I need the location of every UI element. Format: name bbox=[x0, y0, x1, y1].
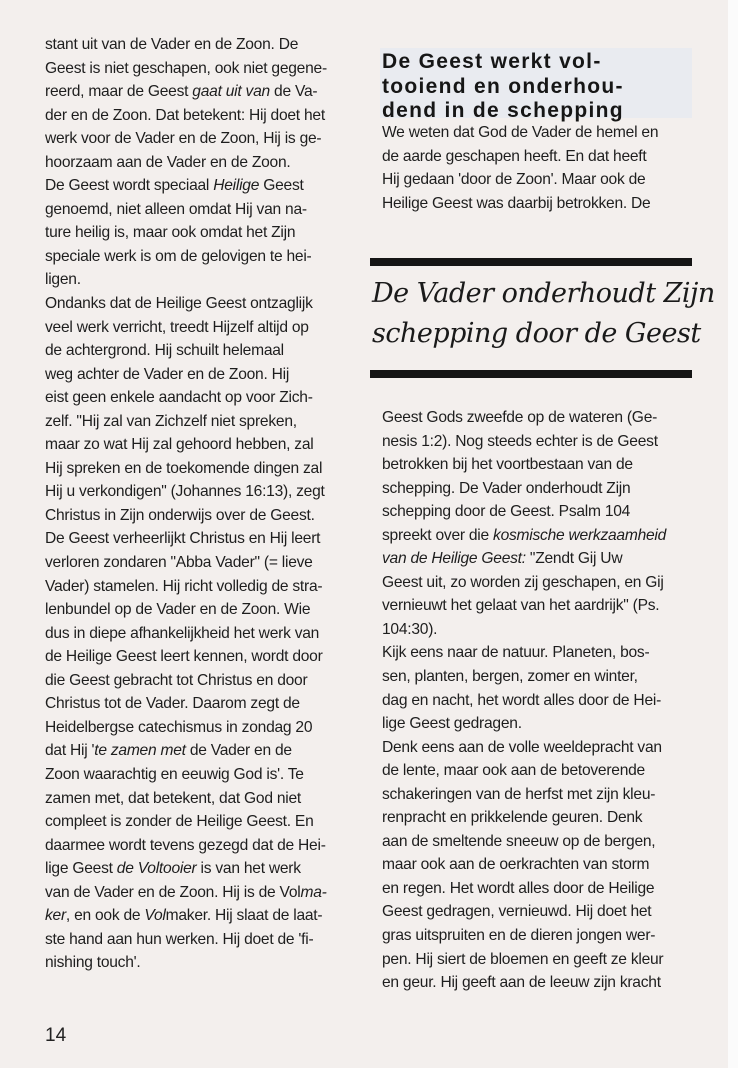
italic-text: van de Heilige Geest: bbox=[382, 550, 526, 568]
text-line: nesis 1:2). Nog steeds echter is de Geest bbox=[382, 432, 658, 450]
italic-text: Vol bbox=[144, 907, 166, 925]
text-line: eist geen enkele aandacht op voor Zich- bbox=[45, 389, 313, 407]
text-line: Geest is niet geschapen, ook niet gegene- bbox=[45, 59, 327, 77]
text-line: de Heilige Geest leert kennen, wordt door bbox=[45, 648, 323, 666]
left-column-text bbox=[45, 33, 327, 975]
italic-text: ker bbox=[45, 907, 66, 925]
text-line: en geur. Hij geeft aan de leeuw zijn kracht bbox=[382, 974, 661, 992]
section-heading bbox=[382, 50, 624, 124]
right-column-intro bbox=[382, 121, 658, 215]
text-segment: lige Geest bbox=[45, 860, 117, 878]
text-line bbox=[382, 524, 666, 548]
text-line: maar ook aan de oerkrachten van storm bbox=[382, 856, 650, 874]
text-line: daarmee wordt tevens gezegd dat de Hei- bbox=[45, 836, 326, 854]
text-segment: De Geest wordt speciaal bbox=[45, 177, 214, 195]
pullquote-bottom-rule bbox=[370, 370, 692, 378]
text-line: aan de smeltende sneeuw op de bergen, bbox=[382, 832, 656, 850]
text-line: Christus tot de Vader. Daarom zegt de bbox=[45, 695, 300, 713]
text-line: die Geest gebracht tot Christus en door bbox=[45, 671, 308, 689]
text-segment: Geest bbox=[259, 177, 304, 195]
text-line: speciale werk is om de gelovigen te hei- bbox=[45, 247, 312, 265]
text-line: genoemd, niet alleen omdat Hij van na- bbox=[45, 200, 307, 218]
page-edge bbox=[728, 0, 738, 1068]
text-line: verloren zondaren "Abba Vader" (= lieve bbox=[45, 554, 313, 572]
text-line: Heilige Geest was daarbij betrokken. De bbox=[382, 194, 651, 212]
text-line: vernieuwt het gelaat van het aardrijk" (Ps. bbox=[382, 597, 660, 615]
text-line: Geest gedragen, vernieuwd. Hij doet het bbox=[382, 903, 652, 921]
text-line: De Geest verheerlijkt Christus en Hij leert bbox=[45, 530, 321, 548]
text-segment: "Zendt Gij Uw bbox=[525, 550, 623, 568]
text-segment: spreekt over die bbox=[382, 526, 494, 544]
text-line: zelf. "Hij zal van Zichzelf niet spreken, bbox=[45, 412, 297, 430]
pullquote-top-rule bbox=[370, 258, 692, 266]
right-column-text bbox=[382, 406, 666, 995]
italic-text: ma- bbox=[300, 883, 327, 901]
text-segment: dat Hij ' bbox=[45, 742, 95, 760]
pullquote-line: schepping door de Geest bbox=[372, 318, 701, 349]
text-line: renpracht en prikkelende geuren. Denk bbox=[382, 809, 643, 827]
text-line bbox=[45, 80, 327, 104]
text-line: zamen met, dat betekent, dat God niet bbox=[45, 789, 302, 807]
text-segment: maker. Hij slaat de laat- bbox=[165, 907, 323, 925]
text-line bbox=[382, 547, 666, 571]
text-segment: de Va- bbox=[269, 83, 318, 101]
text-line bbox=[45, 904, 327, 928]
text-line bbox=[45, 739, 327, 763]
text-line: Heidelbergse catechismus in zondag 20 bbox=[45, 718, 313, 736]
text-line: weg achter de Vader en de Zoon. Hij bbox=[45, 365, 290, 383]
text-line: Geest Gods zweefde op de wateren (Ge- bbox=[382, 409, 658, 426]
italic-text: Heilige bbox=[213, 177, 260, 195]
text-line: ste hand aan hun werken. Hij doet de 'fi- bbox=[45, 930, 314, 948]
text-line: de lente, maar ook aan de betoverende bbox=[382, 762, 645, 780]
heading-line: De Geest werkt vol- bbox=[382, 50, 602, 73]
text-line: schepping door de Geest. Psalm 104 bbox=[382, 503, 631, 521]
text-line: hoorzaam aan de Vader en de Zoon. bbox=[45, 153, 291, 171]
text-line bbox=[45, 857, 327, 881]
heading-line: dend in de schepping bbox=[382, 99, 624, 122]
text-line: Kijk eens naar de natuur. Planeten, bos- bbox=[382, 644, 650, 662]
text-segment: is van het werk bbox=[196, 860, 301, 878]
text-line: schakeringen van de herfst met zijn kleu- bbox=[382, 785, 656, 803]
text-line: Hij spreken en de toekomende dingen zal bbox=[45, 459, 323, 477]
text-line: dag en nacht, het wordt alles door de Hei- bbox=[382, 691, 662, 709]
text-line: Denk eens aan de volle weeldepracht van bbox=[382, 738, 662, 756]
text-line: Hij gedaan 'door de Zoon'. Maar ook de bbox=[382, 171, 646, 189]
text-line: sen, planten, bergen, zomer en winter, bbox=[382, 668, 638, 686]
text-line: maar zo wat Hij zal gehoord hebben, zal bbox=[45, 436, 314, 454]
text-line: ture heilig is, maar ook omdat het Zijn bbox=[45, 224, 296, 242]
text-segment: reerd, maar de Geest bbox=[45, 83, 193, 101]
text-line bbox=[45, 174, 327, 198]
text-line: pen. Hij siert de bloemen en geeft ze kleur bbox=[382, 950, 664, 968]
text-line: de aarde geschapen heeft. En dat heeft bbox=[382, 147, 647, 165]
text-line: de achtergrond. Hij schuilt helemaal bbox=[45, 342, 284, 360]
text-line: gras uitspruiten en de dieren jongen wer- bbox=[382, 927, 656, 945]
text-line: Zoon waarachtig en eeuwig God is'. Te bbox=[45, 765, 304, 783]
text-line: schepping. De Vader onderhoudt Zijn bbox=[382, 479, 631, 497]
italic-text: te zamen met bbox=[94, 742, 186, 760]
text-line: We weten dat God de Vader de hemel en bbox=[382, 124, 659, 141]
text-line: dus in diepe afhankelijkheid het werk van bbox=[45, 624, 320, 642]
text-line bbox=[45, 881, 327, 905]
text-line: lenbundel op de Vader en de Zoon. Wie bbox=[45, 601, 311, 619]
text-line: en regen. Het wordt alles door de Heilige bbox=[382, 879, 655, 897]
italic-text: kosmische werkzaamheid bbox=[493, 526, 667, 544]
text-line: Ondanks dat de Heilige Geest ontzaglijk bbox=[45, 295, 313, 313]
page-number: 14 bbox=[45, 1025, 67, 1046]
text-line: veel werk verricht, treedt Hijzelf altijd op bbox=[45, 318, 309, 336]
text-line: 104:30). bbox=[382, 620, 438, 638]
text-segment: van de Vader en de Zoon. Hij is de Vol bbox=[45, 883, 301, 901]
text-line: betrokken bij het voortbestaan van de bbox=[382, 456, 633, 474]
text-line: werk voor de Vader en de Zoon, Hij is ge- bbox=[45, 130, 322, 148]
text-segment: de Vader en de bbox=[185, 742, 292, 760]
text-line: Hij u verkondigen" (Johannes 16:13), zegt bbox=[45, 483, 325, 501]
heading-line: tooiend en onderhou- bbox=[382, 74, 624, 98]
italic-text: gaat uit van bbox=[192, 83, 270, 101]
text-line: Christus in Zijn onderwijs over de Geest. bbox=[45, 506, 315, 524]
text-line: der en de Zoon. Dat betekent: Hij doet het bbox=[45, 106, 325, 124]
text-line: stant uit van de Vader en de Zoon. De bbox=[45, 36, 299, 53]
text-line: nishing touch'. bbox=[45, 954, 141, 972]
text-line: compleet is zonder de Heilige Geest. En bbox=[45, 813, 314, 831]
text-line: lige Geest gedragen. bbox=[382, 715, 522, 733]
text-line: ligen. bbox=[45, 271, 81, 289]
text-segment: , en ook de bbox=[65, 907, 145, 925]
text-line: Vader) stamelen. Hij richt volledig de stra- bbox=[45, 577, 323, 595]
text-line: Geest uit, zo worden zij geschapen, en Gij bbox=[382, 573, 664, 591]
pullquote-line: De Vader onderhoudt Zijn bbox=[372, 278, 715, 309]
italic-text: de Voltooier bbox=[116, 860, 197, 878]
